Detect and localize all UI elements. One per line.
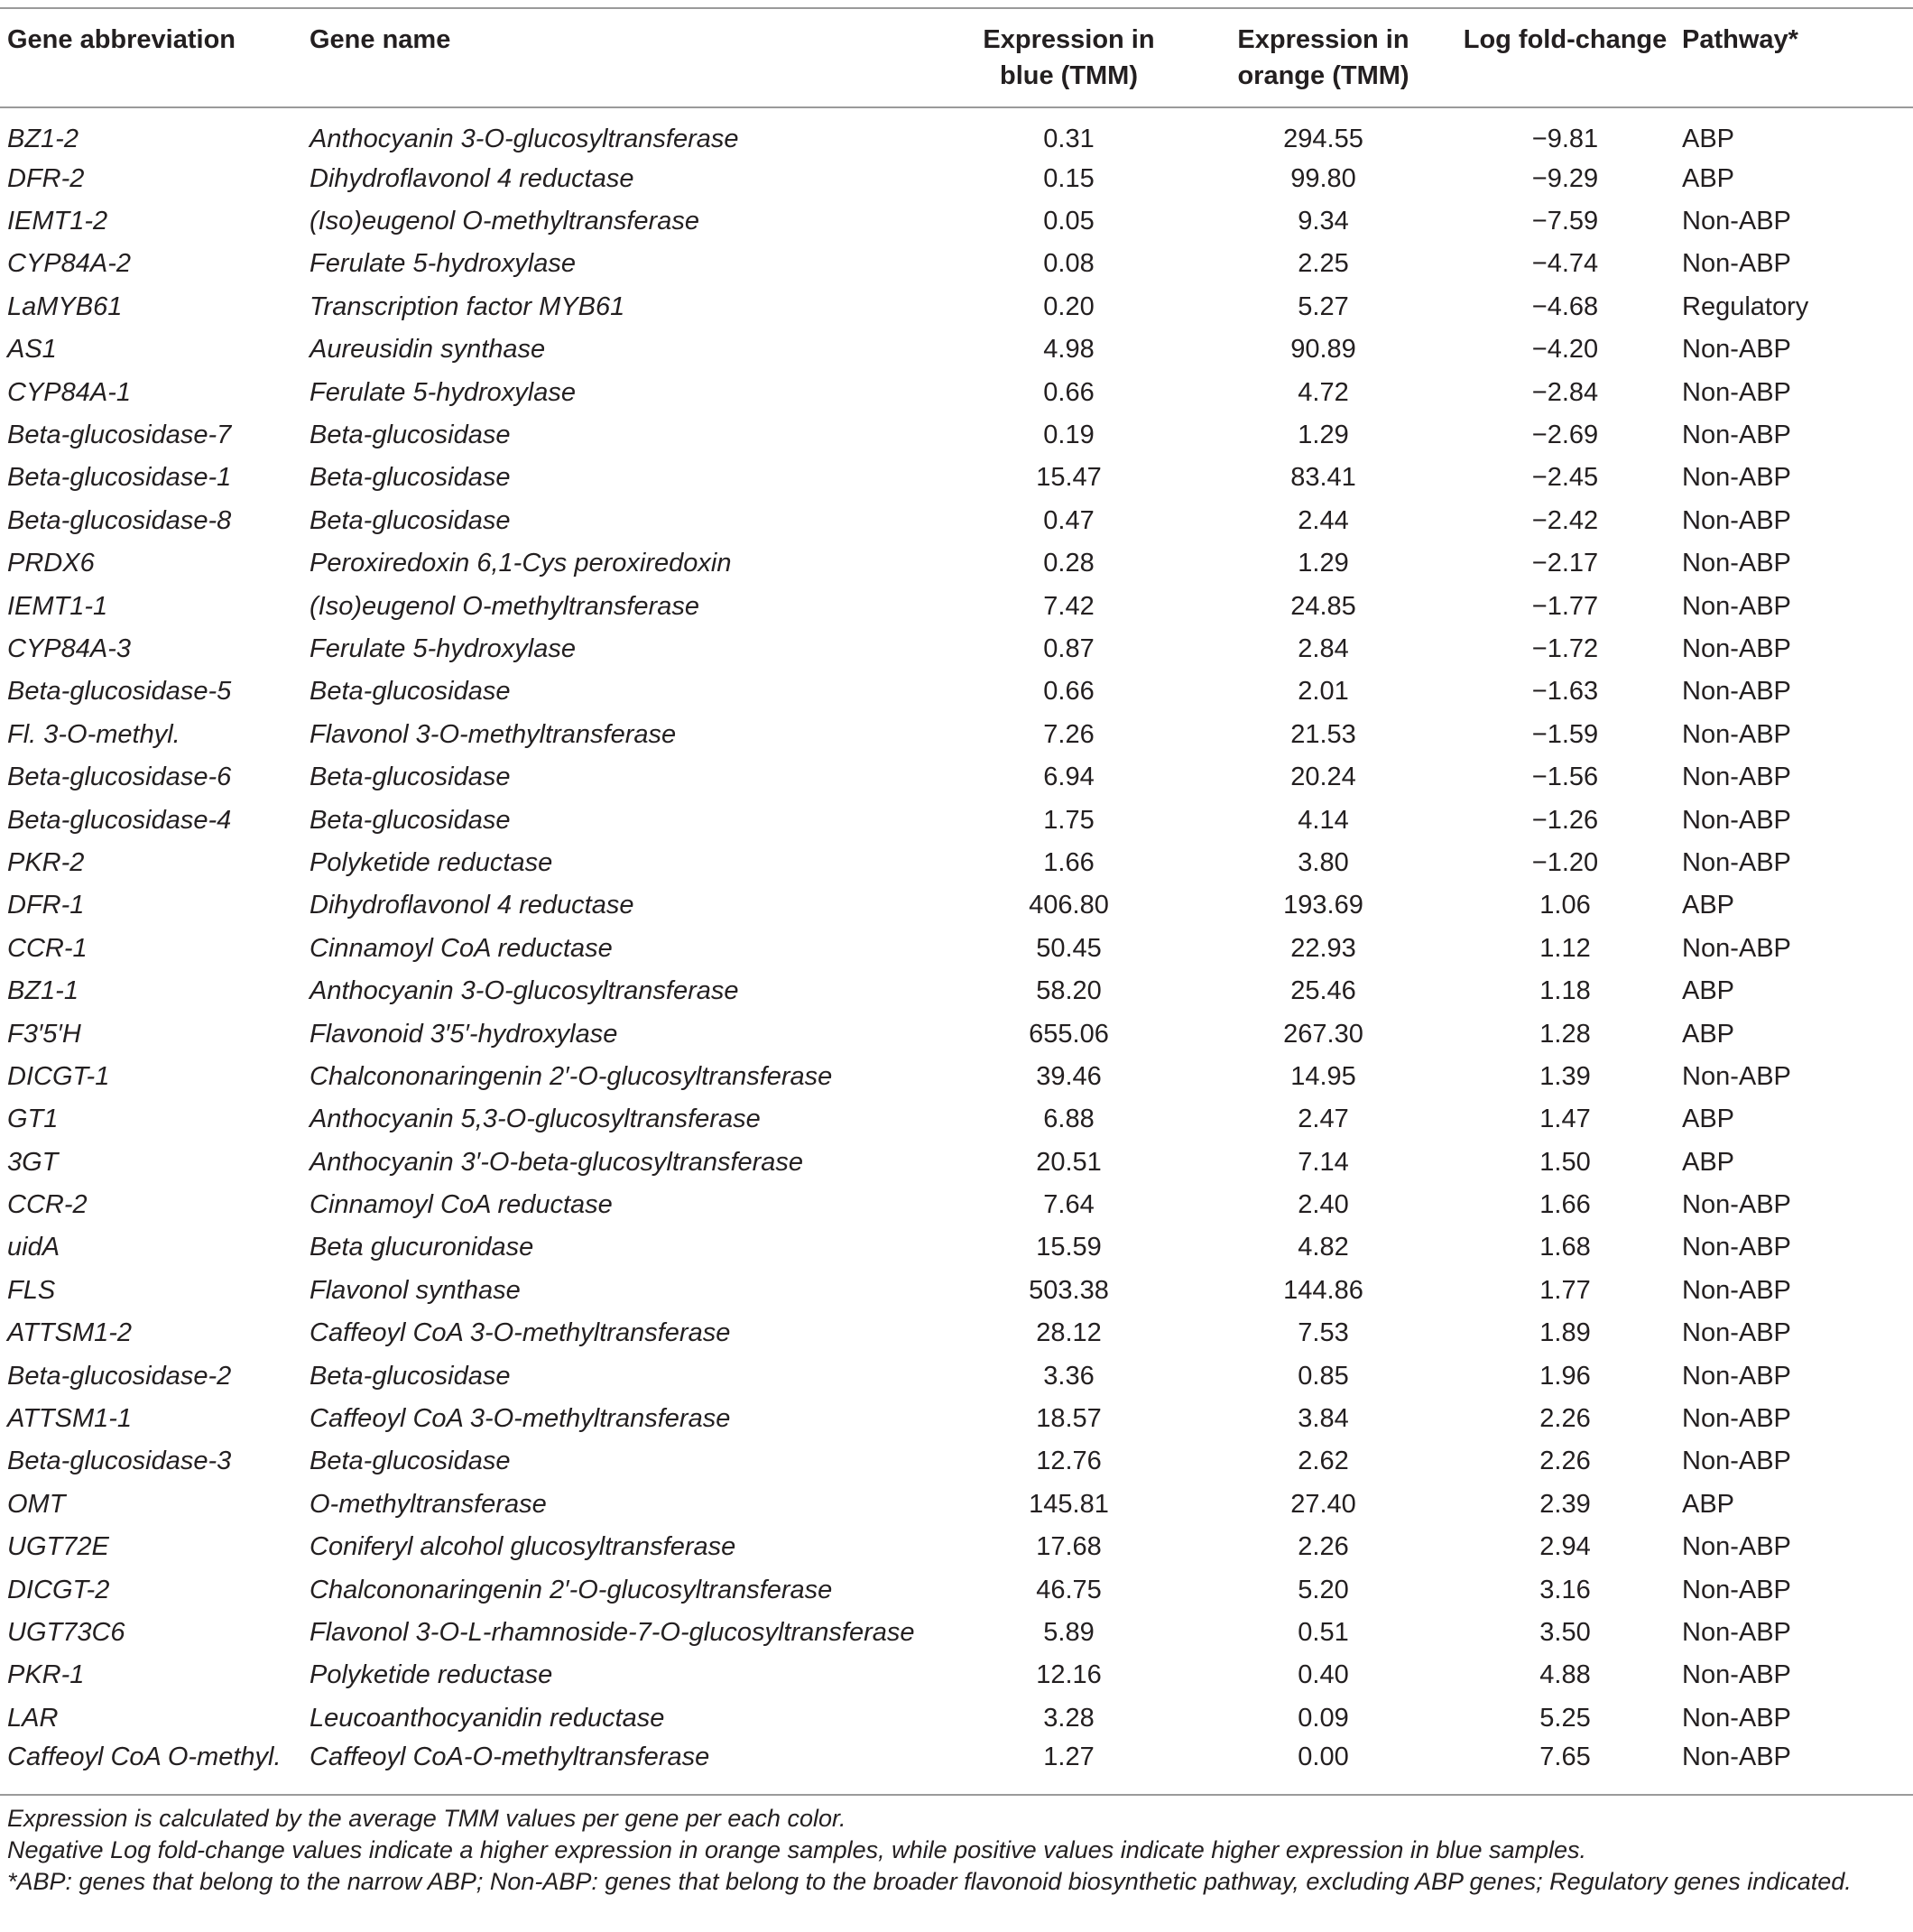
table-row bbox=[0, 199, 1913, 242]
table-row bbox=[0, 1611, 1913, 1653]
expression-orange-cell: 24.85 bbox=[1290, 591, 1356, 621]
log-fold-change-cell: −4.68 bbox=[1531, 291, 1599, 321]
log-fold-change-cell: −9.29 bbox=[1531, 163, 1599, 193]
table-row bbox=[0, 285, 1913, 328]
header-expression-blue-line2: blue (TMM) bbox=[999, 61, 1138, 90]
pathway-cell: Non-ABP bbox=[1682, 1742, 1791, 1772]
expression-blue-cell: 406.80 bbox=[1029, 891, 1109, 920]
expression-orange-cell: 7.14 bbox=[1298, 1147, 1349, 1177]
gene-name-cell: Flavonol synthase bbox=[310, 1275, 521, 1305]
gene-abbreviation-cell: CYP84A-2 bbox=[7, 249, 132, 279]
expression-orange-cell: 27.40 bbox=[1290, 1489, 1356, 1519]
header-expression-orange-line1: Expression in bbox=[1237, 25, 1409, 54]
pathway-cell: Non-ABP bbox=[1682, 1617, 1791, 1647]
log-fold-change-cell: 1.12 bbox=[1539, 933, 1591, 963]
pathway-cell: Regulatory bbox=[1682, 291, 1809, 321]
log-fold-change-cell: 1.28 bbox=[1539, 1019, 1591, 1049]
gene-name-cell: Beta-glucosidase bbox=[310, 805, 511, 835]
pathway-cell: ABP bbox=[1682, 1489, 1735, 1519]
header-log-fold-change: Log fold-change bbox=[1463, 25, 1668, 54]
pathway-cell: ABP bbox=[1682, 891, 1735, 920]
expression-blue-cell: 0.28 bbox=[1043, 549, 1095, 578]
expression-blue-cell: 17.68 bbox=[1036, 1532, 1102, 1562]
expression-orange-cell: 3.84 bbox=[1298, 1404, 1349, 1434]
pathway-cell: Non-ABP bbox=[1682, 377, 1791, 407]
expression-orange-cell: 9.34 bbox=[1298, 207, 1349, 236]
expression-orange-cell: 7.53 bbox=[1298, 1318, 1349, 1348]
gene-name-cell: Beta-glucosidase bbox=[310, 677, 511, 707]
expression-blue-cell: 7.26 bbox=[1043, 719, 1095, 749]
expression-orange-cell: 5.27 bbox=[1298, 291, 1349, 321]
table-row bbox=[0, 969, 1913, 1012]
gene-abbreviation-cell: LAR bbox=[7, 1703, 59, 1733]
pathway-cell: Non-ABP bbox=[1682, 1447, 1791, 1476]
log-fold-change-cell: 1.47 bbox=[1539, 1105, 1591, 1134]
gene-name-cell: Anthocyanin 3-O-glucosyltransferase bbox=[310, 976, 739, 1006]
table-row bbox=[0, 1440, 1913, 1483]
gene-abbreviation-cell: DFR-2 bbox=[7, 163, 85, 193]
gene-abbreviation-cell: UGT73C6 bbox=[7, 1617, 125, 1647]
gene-name-cell: Caffeoyl CoA 3-O-methyltransferase bbox=[310, 1318, 731, 1348]
log-fold-change-cell: −1.63 bbox=[1531, 677, 1599, 707]
expression-orange-cell: 2.47 bbox=[1298, 1105, 1349, 1134]
expression-orange-cell: 25.46 bbox=[1290, 976, 1356, 1006]
expression-blue-cell: 7.64 bbox=[1043, 1190, 1095, 1220]
pathway-cell: Non-ABP bbox=[1682, 1703, 1791, 1733]
expression-orange-cell: 20.24 bbox=[1290, 763, 1356, 792]
pathway-cell: Non-ABP bbox=[1682, 1532, 1791, 1562]
gene-name-cell: Flavonol 3-O-methyltransferase bbox=[310, 719, 677, 749]
header-gene-name: Gene name bbox=[310, 25, 451, 54]
expression-blue-cell: 15.59 bbox=[1036, 1233, 1102, 1262]
expression-orange-cell: 0.00 bbox=[1298, 1742, 1349, 1772]
expression-blue-cell: 0.20 bbox=[1043, 291, 1095, 321]
table-row bbox=[0, 670, 1913, 713]
expression-blue-cell: 7.42 bbox=[1043, 591, 1095, 621]
log-fold-change-cell: 1.68 bbox=[1539, 1233, 1591, 1262]
pathway-cell: ABP bbox=[1682, 1019, 1735, 1049]
log-fold-change-cell: 1.50 bbox=[1539, 1147, 1591, 1177]
expression-orange-cell: 144.86 bbox=[1283, 1275, 1363, 1305]
pathway-cell: Non-ABP bbox=[1682, 421, 1791, 450]
log-fold-change-cell: 2.26 bbox=[1539, 1447, 1591, 1476]
gene-abbreviation-cell: BZ1-1 bbox=[7, 976, 79, 1006]
table-header-row bbox=[0, 8, 1913, 107]
table-row bbox=[0, 1654, 1913, 1696]
table-row bbox=[0, 1483, 1913, 1525]
table-row bbox=[0, 1183, 1913, 1225]
pathway-cell: Non-ABP bbox=[1682, 1318, 1791, 1348]
log-fold-change-cell: −2.42 bbox=[1531, 505, 1599, 535]
gene-abbreviation-cell: Beta-glucosidase-1 bbox=[7, 463, 232, 493]
expression-orange-cell: 1.29 bbox=[1298, 549, 1349, 578]
expression-blue-cell: 1.27 bbox=[1043, 1742, 1095, 1772]
log-fold-change-cell: −1.59 bbox=[1531, 719, 1599, 749]
gene-name-cell: O-methyltransferase bbox=[310, 1489, 547, 1519]
expression-blue-cell: 655.06 bbox=[1029, 1019, 1109, 1049]
pathway-cell: Non-ABP bbox=[1682, 249, 1791, 279]
gene-abbreviation-cell: CCR-2 bbox=[7, 1190, 88, 1220]
gene-abbreviation-cell: DICGT-1 bbox=[7, 1061, 110, 1091]
pathway-cell: Non-ABP bbox=[1682, 847, 1791, 877]
gene-name-cell: Anthocyanin 3′-O-beta-glucosyltransferase bbox=[310, 1147, 804, 1177]
table-row bbox=[0, 1141, 1913, 1183]
header-expression-blue-line1: Expression in bbox=[983, 25, 1155, 54]
expression-orange-cell: 2.01 bbox=[1298, 677, 1349, 707]
pathway-cell: Non-ABP bbox=[1682, 1061, 1791, 1091]
gene-abbreviation-cell: F3′5′H bbox=[7, 1019, 81, 1049]
pathway-cell: Non-ABP bbox=[1682, 1275, 1791, 1305]
gene-name-cell: Polyketide reductase bbox=[310, 1660, 553, 1690]
header-expression-orange-line2: orange (TMM) bbox=[1237, 61, 1409, 90]
log-fold-change-cell: 2.94 bbox=[1539, 1532, 1591, 1562]
pathway-cell: Non-ABP bbox=[1682, 933, 1791, 963]
expression-blue-cell: 0.05 bbox=[1043, 207, 1095, 236]
log-fold-change-cell: 1.18 bbox=[1539, 976, 1591, 1006]
expression-blue-cell: 6.94 bbox=[1043, 763, 1095, 792]
gene-name-cell: Beta-glucosidase bbox=[310, 1447, 511, 1476]
expression-blue-cell: 0.15 bbox=[1043, 163, 1095, 193]
gene-abbreviation-cell: ATTSM1-1 bbox=[7, 1404, 133, 1434]
gene-abbreviation-cell: CCR-1 bbox=[7, 933, 88, 963]
gene-name-cell: Dihydroflavonol 4 reductase bbox=[310, 163, 634, 193]
expression-orange-cell: 294.55 bbox=[1283, 125, 1363, 153]
log-fold-change-cell: 1.06 bbox=[1539, 891, 1591, 920]
gene-abbreviation-cell: Caffeoyl CoA O-methyl. bbox=[7, 1742, 282, 1772]
expression-orange-cell: 2.44 bbox=[1298, 505, 1349, 535]
expression-blue-cell: 1.66 bbox=[1043, 847, 1095, 877]
gene-abbreviation-cell: DICGT-2 bbox=[7, 1575, 110, 1604]
gene-name-cell: Flavonoid 3′5′-hydroxylase bbox=[310, 1019, 618, 1049]
table-row bbox=[0, 371, 1913, 413]
log-fold-change-cell: −2.69 bbox=[1531, 421, 1599, 450]
log-fold-change-cell: −1.56 bbox=[1531, 763, 1599, 792]
expression-orange-cell: 2.62 bbox=[1298, 1447, 1349, 1476]
table-row bbox=[0, 884, 1913, 927]
pathway-cell: Non-ABP bbox=[1682, 1190, 1791, 1220]
log-fold-change-cell: −4.20 bbox=[1531, 335, 1599, 365]
expression-orange-cell: 2.25 bbox=[1298, 249, 1349, 279]
pathway-cell: Non-ABP bbox=[1682, 1575, 1791, 1604]
gene-name-cell: Aureusidin synthase bbox=[310, 335, 546, 365]
log-fold-change-cell: 2.26 bbox=[1539, 1404, 1591, 1434]
table-row bbox=[0, 499, 1913, 541]
expression-orange-cell: 90.89 bbox=[1290, 335, 1356, 365]
table-row bbox=[0, 1696, 1913, 1739]
expression-orange-cell: 193.69 bbox=[1283, 891, 1363, 920]
gene-abbreviation-cell: Beta-glucosidase-6 bbox=[7, 763, 232, 792]
expression-orange-cell: 2.84 bbox=[1298, 633, 1349, 663]
pathway-cell: Non-ABP bbox=[1682, 719, 1791, 749]
expression-orange-cell: 0.40 bbox=[1298, 1660, 1349, 1690]
expression-blue-cell: 0.19 bbox=[1043, 421, 1095, 450]
pathway-cell: Non-ABP bbox=[1682, 677, 1791, 707]
expression-blue-cell: 503.38 bbox=[1029, 1275, 1109, 1305]
gene-name-cell: Chalcononaringenin 2′-O-glucosyltransferase bbox=[310, 1061, 833, 1091]
expression-blue-cell: 12.76 bbox=[1036, 1447, 1102, 1476]
expression-blue-cell: 46.75 bbox=[1036, 1575, 1102, 1604]
expression-orange-cell: 267.30 bbox=[1283, 1019, 1363, 1049]
gene-name-cell: Coniferyl alcohol glucosyltransferase bbox=[310, 1532, 736, 1562]
pathway-cell: Non-ABP bbox=[1682, 591, 1791, 621]
gene-abbreviation-cell: FLS bbox=[7, 1275, 56, 1305]
expression-blue-cell: 1.75 bbox=[1043, 805, 1095, 835]
gene-abbreviation-cell: CYP84A-1 bbox=[7, 377, 132, 407]
gene-name-cell: Ferulate 5-hydroxylase bbox=[310, 377, 576, 407]
header-gene-abbreviation: Gene abbreviation bbox=[7, 25, 236, 54]
expression-blue-cell: 0.08 bbox=[1043, 249, 1095, 279]
log-fold-change-cell: 3.50 bbox=[1539, 1617, 1591, 1647]
footnote-expression: Expression is calculated by the average TMM values per gene per each color. bbox=[7, 1805, 846, 1832]
table-row bbox=[0, 328, 1913, 371]
expression-orange-cell: 1.29 bbox=[1298, 421, 1349, 450]
log-fold-change-cell: 1.66 bbox=[1539, 1190, 1591, 1220]
expression-orange-cell: 0.85 bbox=[1298, 1361, 1349, 1391]
gene-name-cell: Beta-glucosidase bbox=[310, 505, 511, 535]
gene-name-cell: Cinnamoyl CoA reductase bbox=[310, 1190, 613, 1220]
header-pathway: Pathway* bbox=[1682, 25, 1798, 54]
header-expression-blue bbox=[947, 8, 1191, 107]
log-fold-change-cell: −2.45 bbox=[1531, 463, 1599, 493]
table-row bbox=[0, 157, 1913, 199]
gene-abbreviation-cell: Beta-glucosidase-8 bbox=[7, 505, 232, 535]
table-row bbox=[0, 585, 1913, 627]
expression-orange-cell: 4.82 bbox=[1298, 1233, 1349, 1262]
gene-name-cell: Anthocyanin 3-O-glucosyltransferase bbox=[310, 125, 739, 153]
table-row bbox=[0, 1568, 1913, 1611]
gene-abbreviation-cell: ATTSM1-2 bbox=[7, 1318, 133, 1348]
gene-abbreviation-cell: BZ1-2 bbox=[7, 125, 79, 153]
expression-orange-cell: 22.93 bbox=[1290, 933, 1356, 963]
table-row bbox=[0, 457, 1913, 499]
expression-blue-cell: 15.47 bbox=[1036, 463, 1102, 493]
expression-blue-cell: 3.28 bbox=[1043, 1703, 1095, 1733]
expression-orange-cell: 99.80 bbox=[1290, 163, 1356, 193]
log-fold-change-cell: −2.17 bbox=[1531, 549, 1599, 578]
expression-blue-cell: 6.88 bbox=[1043, 1105, 1095, 1134]
pathway-cell: Non-ABP bbox=[1682, 335, 1791, 365]
log-fold-change-cell: 4.88 bbox=[1539, 1660, 1591, 1690]
table-row bbox=[0, 1397, 1913, 1439]
gene-name-cell: Polyketide reductase bbox=[310, 847, 553, 877]
gene-name-cell: Beta-glucosidase bbox=[310, 763, 511, 792]
table-row bbox=[0, 841, 1913, 883]
expression-orange-cell: 4.72 bbox=[1298, 377, 1349, 407]
pathway-cell: ABP bbox=[1682, 1147, 1735, 1177]
gene-expression-table bbox=[0, 7, 1913, 1782]
expression-blue-cell: 5.89 bbox=[1043, 1617, 1095, 1647]
table-row bbox=[0, 107, 1913, 157]
gene-abbreviation-cell: Beta-glucosidase-2 bbox=[7, 1361, 232, 1391]
table-row bbox=[0, 243, 1913, 285]
pathway-cell: Non-ABP bbox=[1682, 549, 1791, 578]
pathway-cell: Non-ABP bbox=[1682, 463, 1791, 493]
table-row bbox=[0, 1012, 1913, 1055]
log-fold-change-cell: 1.39 bbox=[1539, 1061, 1591, 1091]
gene-name-cell: Beta-glucosidase bbox=[310, 1361, 511, 1391]
expression-blue-cell: 28.12 bbox=[1036, 1318, 1102, 1348]
gene-abbreviation-cell: PRDX6 bbox=[7, 549, 95, 578]
expression-orange-cell: 3.80 bbox=[1298, 847, 1349, 877]
log-fold-change-cell: −1.77 bbox=[1531, 591, 1599, 621]
table-row bbox=[0, 927, 1913, 969]
gene-name-cell: Transcription factor MYB61 bbox=[310, 291, 625, 321]
expression-orange-cell: 2.26 bbox=[1298, 1532, 1349, 1562]
expression-orange-cell: 2.40 bbox=[1298, 1190, 1349, 1220]
table-footnotes bbox=[0, 1794, 1913, 1898]
expression-blue-cell: 145.81 bbox=[1029, 1489, 1109, 1519]
expression-orange-cell: 14.95 bbox=[1290, 1061, 1356, 1091]
expression-blue-cell: 12.16 bbox=[1036, 1660, 1102, 1690]
gene-abbreviation-cell: GT1 bbox=[7, 1105, 59, 1134]
expression-blue-cell: 3.36 bbox=[1043, 1361, 1095, 1391]
expression-blue-cell: 0.87 bbox=[1043, 633, 1095, 663]
footnote-pathway: *ABP: genes that belong to the narrow ABP; Non-ABP: genes that belong to the broader flavonoid biosynthetic pathway, excluding ABP genes; Regulatory genes indicated. bbox=[7, 1868, 1852, 1895]
gene-abbreviation-cell: CYP84A-3 bbox=[7, 633, 132, 663]
gene-abbreviation-cell: PKR-2 bbox=[7, 847, 85, 877]
expression-blue-cell: 18.57 bbox=[1036, 1404, 1102, 1434]
expression-blue-cell: 50.45 bbox=[1036, 933, 1102, 963]
table-row bbox=[0, 1098, 1913, 1141]
log-fold-change-cell: −9.81 bbox=[1531, 125, 1599, 153]
gene-abbreviation-cell: 3GT bbox=[7, 1147, 59, 1177]
pathway-cell: Non-ABP bbox=[1682, 633, 1791, 663]
expression-blue-cell: 58.20 bbox=[1036, 976, 1102, 1006]
gene-abbreviation-cell: AS1 bbox=[7, 335, 57, 365]
pathway-cell: Non-ABP bbox=[1682, 1361, 1791, 1391]
gene-name-cell: Ferulate 5-hydroxylase bbox=[310, 633, 576, 663]
gene-abbreviation-cell: UGT72E bbox=[7, 1532, 109, 1562]
log-fold-change-cell: −4.74 bbox=[1531, 249, 1599, 279]
pathway-cell: Non-ABP bbox=[1682, 1233, 1791, 1262]
log-fold-change-cell: −2.84 bbox=[1531, 377, 1599, 407]
pathway-cell: ABP bbox=[1682, 163, 1735, 193]
table-row bbox=[0, 1526, 1913, 1568]
pathway-cell: Non-ABP bbox=[1682, 1660, 1791, 1690]
gene-name-cell: (Iso)eugenol O-methyltransferase bbox=[310, 591, 699, 621]
table-row bbox=[0, 1354, 1913, 1397]
table-row bbox=[0, 1269, 1913, 1311]
pathway-cell: Non-ABP bbox=[1682, 805, 1791, 835]
gene-name-cell: Dihydroflavonol 4 reductase bbox=[310, 891, 634, 920]
table-row bbox=[0, 1739, 1913, 1782]
expression-blue-cell: 0.47 bbox=[1043, 505, 1095, 535]
gene-name-cell: (Iso)eugenol O-methyltransferase bbox=[310, 207, 699, 236]
log-fold-change-cell: 5.25 bbox=[1539, 1703, 1591, 1733]
gene-abbreviation-cell: Beta-glucosidase-3 bbox=[7, 1447, 232, 1476]
expression-orange-cell: 83.41 bbox=[1290, 463, 1356, 493]
gene-abbreviation-cell: DFR-1 bbox=[7, 891, 85, 920]
gene-abbreviation-cell: Beta-glucosidase-5 bbox=[7, 677, 232, 707]
expression-blue-cell: 20.51 bbox=[1036, 1147, 1102, 1177]
log-fold-change-cell: 1.89 bbox=[1539, 1318, 1591, 1348]
log-fold-change-cell: −1.72 bbox=[1531, 633, 1599, 663]
gene-name-cell: Ferulate 5-hydroxylase bbox=[310, 249, 576, 279]
gene-name-cell: Flavonol 3-O-L-rhamnoside-7-O-glucosyltransferase bbox=[310, 1617, 915, 1647]
log-fold-change-cell: 2.39 bbox=[1539, 1489, 1591, 1519]
expression-orange-cell: 0.09 bbox=[1298, 1703, 1349, 1733]
gene-name-cell: Anthocyanin 5,3-O-glucosyltransferase bbox=[310, 1105, 761, 1134]
table-row bbox=[0, 713, 1913, 755]
expression-blue-cell: 0.66 bbox=[1043, 677, 1095, 707]
expression-blue-cell: 0.31 bbox=[1043, 125, 1095, 153]
log-fold-change-cell: 1.77 bbox=[1539, 1275, 1591, 1305]
gene-abbreviation-cell: Fl. 3-O-methyl. bbox=[7, 719, 180, 749]
pathway-cell: ABP bbox=[1682, 125, 1735, 153]
table-row bbox=[0, 1312, 1913, 1354]
expression-blue-cell: 4.98 bbox=[1043, 335, 1095, 365]
header-expression-orange bbox=[1191, 8, 1456, 107]
table-body bbox=[0, 107, 1913, 1782]
gene-abbreviation-cell: PKR-1 bbox=[7, 1660, 85, 1690]
log-fold-change-cell: −7.59 bbox=[1531, 207, 1599, 236]
gene-name-cell: Beta glucuronidase bbox=[310, 1233, 534, 1262]
gene-abbreviation-cell: Beta-glucosidase-4 bbox=[7, 805, 232, 835]
gene-name-cell: Leucoanthocyanidin reductase bbox=[310, 1703, 665, 1733]
gene-abbreviation-cell: Beta-glucosidase-7 bbox=[7, 421, 232, 450]
pathway-cell: Non-ABP bbox=[1682, 763, 1791, 792]
gene-abbreviation-cell: OMT bbox=[7, 1489, 66, 1519]
log-fold-change-cell: −1.26 bbox=[1531, 805, 1599, 835]
gene-name-cell: Caffeoyl CoA-O-methyltransferase bbox=[310, 1742, 710, 1772]
table-row bbox=[0, 627, 1913, 670]
expression-orange-cell: 4.14 bbox=[1298, 805, 1349, 835]
log-fold-change-cell: −1.20 bbox=[1531, 847, 1599, 877]
log-fold-change-cell: 3.16 bbox=[1539, 1575, 1591, 1604]
expression-orange-cell: 0.51 bbox=[1298, 1617, 1349, 1647]
gene-name-cell: Beta-glucosidase bbox=[310, 463, 511, 493]
table-row bbox=[0, 799, 1913, 841]
expression-blue-cell: 0.66 bbox=[1043, 377, 1095, 407]
gene-name-cell: Peroxiredoxin 6,1-Cys peroxiredoxin bbox=[310, 549, 732, 578]
gene-name-cell: Beta-glucosidase bbox=[310, 421, 511, 450]
expression-orange-cell: 5.20 bbox=[1298, 1575, 1349, 1604]
gene-abbreviation-cell: uidA bbox=[7, 1233, 60, 1262]
pathway-cell: ABP bbox=[1682, 1105, 1735, 1134]
table-row bbox=[0, 755, 1913, 798]
gene-name-cell: Caffeoyl CoA 3-O-methyltransferase bbox=[310, 1404, 731, 1434]
pathway-cell: ABP bbox=[1682, 976, 1735, 1006]
table-row bbox=[0, 413, 1913, 456]
table-row bbox=[0, 542, 1913, 585]
gene-abbreviation-cell: IEMT1-1 bbox=[7, 591, 108, 621]
gene-name-cell: Chalcononaringenin 2′-O-glucosyltransferase bbox=[310, 1575, 833, 1604]
pathway-cell: Non-ABP bbox=[1682, 505, 1791, 535]
footnote-fold-change: Negative Log fold-change values indicate a higher expression in orange samples, while positive values indicate higher expression in blue samples. bbox=[7, 1836, 1587, 1863]
expression-blue-cell: 39.46 bbox=[1036, 1061, 1102, 1091]
pathway-cell: Non-ABP bbox=[1682, 1404, 1791, 1434]
gene-abbreviation-cell: LaMYB61 bbox=[7, 291, 123, 321]
gene-name-cell: Cinnamoyl CoA reductase bbox=[310, 933, 613, 963]
gene-abbreviation-cell: IEMT1-2 bbox=[7, 207, 108, 236]
log-fold-change-cell: 7.65 bbox=[1539, 1742, 1591, 1772]
table-row bbox=[0, 1226, 1913, 1269]
pathway-cell: Non-ABP bbox=[1682, 207, 1791, 236]
expression-orange-cell: 21.53 bbox=[1290, 719, 1356, 749]
table-row bbox=[0, 1055, 1913, 1097]
log-fold-change-cell: 1.96 bbox=[1539, 1361, 1591, 1391]
